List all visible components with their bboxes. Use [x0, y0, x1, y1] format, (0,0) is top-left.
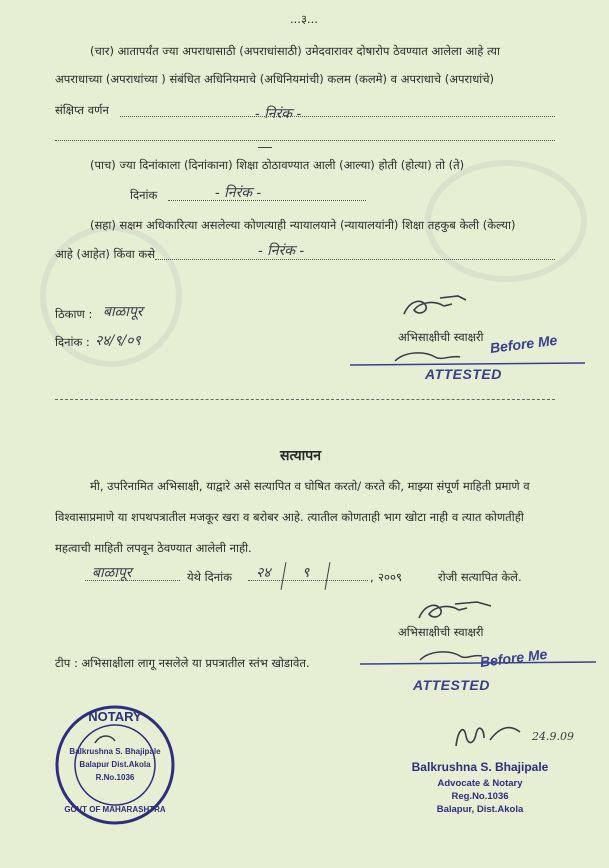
note: टीप : अभिसाक्षीला लागू नसलेले या प्रपत्रातील स्तंभ खोडावेत. [55, 656, 310, 670]
deponent-signature [400, 292, 470, 322]
signature-label-1: अभिसाक्षीची स्वाक्षरी [398, 330, 484, 344]
here-date-label: येथे दिनांक [187, 570, 232, 584]
answer-line [120, 116, 555, 117]
advocate-reg: Reg.No.1036 [451, 791, 509, 802]
date-slash [281, 562, 287, 590]
seal-name: Balkrushna S. Bhajipale [69, 747, 161, 756]
verified-on: रोजी सत्यापित केले. [438, 570, 522, 584]
section4-answer: - निरंक - [255, 106, 302, 122]
before-me-stamp-1: Before Me [489, 331, 559, 356]
section5-answer: - निरंक - [215, 185, 262, 201]
seal-bottom: GOVT OF MAHARASHTRA [64, 805, 166, 814]
section5-line1: (पाच) ज्या दिनांकाला (दिनांकाना) शिक्षा ठोठावण्यात आली (आल्या) होती (होत्या) तो (ते) [90, 158, 465, 172]
page-number: ...३... [290, 12, 318, 26]
seal-top: NOTARY [88, 709, 142, 724]
attested-stamp-1: ATTESTED [425, 366, 502, 382]
advocate-place: Balapur, Dist.Akola [436, 804, 524, 815]
seal-place: Balapur Dist.Akola [79, 760, 151, 769]
verification-year: २००९ [378, 570, 402, 584]
advocate-handwritten-date: 24.9.09 [532, 730, 574, 743]
before-me-stamp-2: Before Me [479, 645, 549, 670]
verification-para-line3: महत्वाची माहिती लपवून ठेवण्यात आलेली नाही. [55, 541, 252, 555]
notary-seal [55, 705, 175, 825]
advocate-name: Balkrushna S. Bhajipale [411, 760, 549, 774]
place-value: बाळापूर [103, 304, 143, 320]
section6-line2-label: आहे (आहेत) किंवा कसे [55, 247, 156, 261]
verification-place-value: बाळापूर [92, 565, 132, 581]
verification-heading: सत्यापन [280, 448, 321, 464]
place-label: ठिकाण : [55, 307, 93, 321]
section4-line3-label: संक्षिप्त वर्णन [55, 103, 109, 117]
answer-line [168, 200, 366, 201]
answer-line [155, 259, 555, 260]
section4-line2: अपराधाच्या (अपराधांच्या ) संबंधित अधिनियमाचे (अधिनियमांची) कलम (कलमे) व अपराधाचे (अपराधांचे) [55, 72, 495, 86]
section6-answer: - निरंक - [258, 243, 305, 259]
section5-date-label: दिनांक [130, 188, 158, 202]
dash-mark [258, 147, 272, 148]
verification-para-line2: विश्वासाप्रमाणे या शपथपत्रातील मजकूर खरा व बरोबर आहे. त्यातील कोणताही भाग खोटा नाही व त्यात कोणतीही [55, 510, 524, 524]
deponent-signature-2 [415, 596, 495, 626]
date-slash [325, 562, 331, 590]
answer-line-2 [55, 140, 555, 141]
signature-label-2: अभिसाक्षीची स्वाक्षरी [398, 625, 484, 639]
verification-para-line1: मी, उपरिनामित अभिसाक्षी, याद्वारे असे सत्यापित व घोषित करतो/ करते की, माझ्या संपूर्ण माहिती प्रमाणे व [90, 479, 530, 493]
date-label: दिनांक : [55, 335, 90, 349]
section4-line1: (चार) आतापर्यंत ज्या अपराधासाठी (अपराधांसाठी) उमेदवारावर दोषारोप ठेवण्यात आलेला आहे त्या [90, 44, 500, 58]
date-value: २४/९/०९ [95, 333, 141, 349]
section6-line1: (सहा) सक्षम अधिकारित्या असलेल्या कोणत्याही न्यायालयाने (न्यायालयांनी) शिक्षा तहकुब केली (केल्या) [90, 218, 516, 232]
attested-stamp-2: ATTESTED [413, 677, 490, 693]
section-divider [55, 399, 555, 400]
verification-month: ९ [302, 565, 310, 581]
advocate-title: Advocate & Notary [437, 778, 523, 789]
seal-reg: R.No.1036 [95, 773, 135, 782]
verification-day: २४ [256, 565, 271, 581]
year-prefix: , [370, 570, 374, 584]
